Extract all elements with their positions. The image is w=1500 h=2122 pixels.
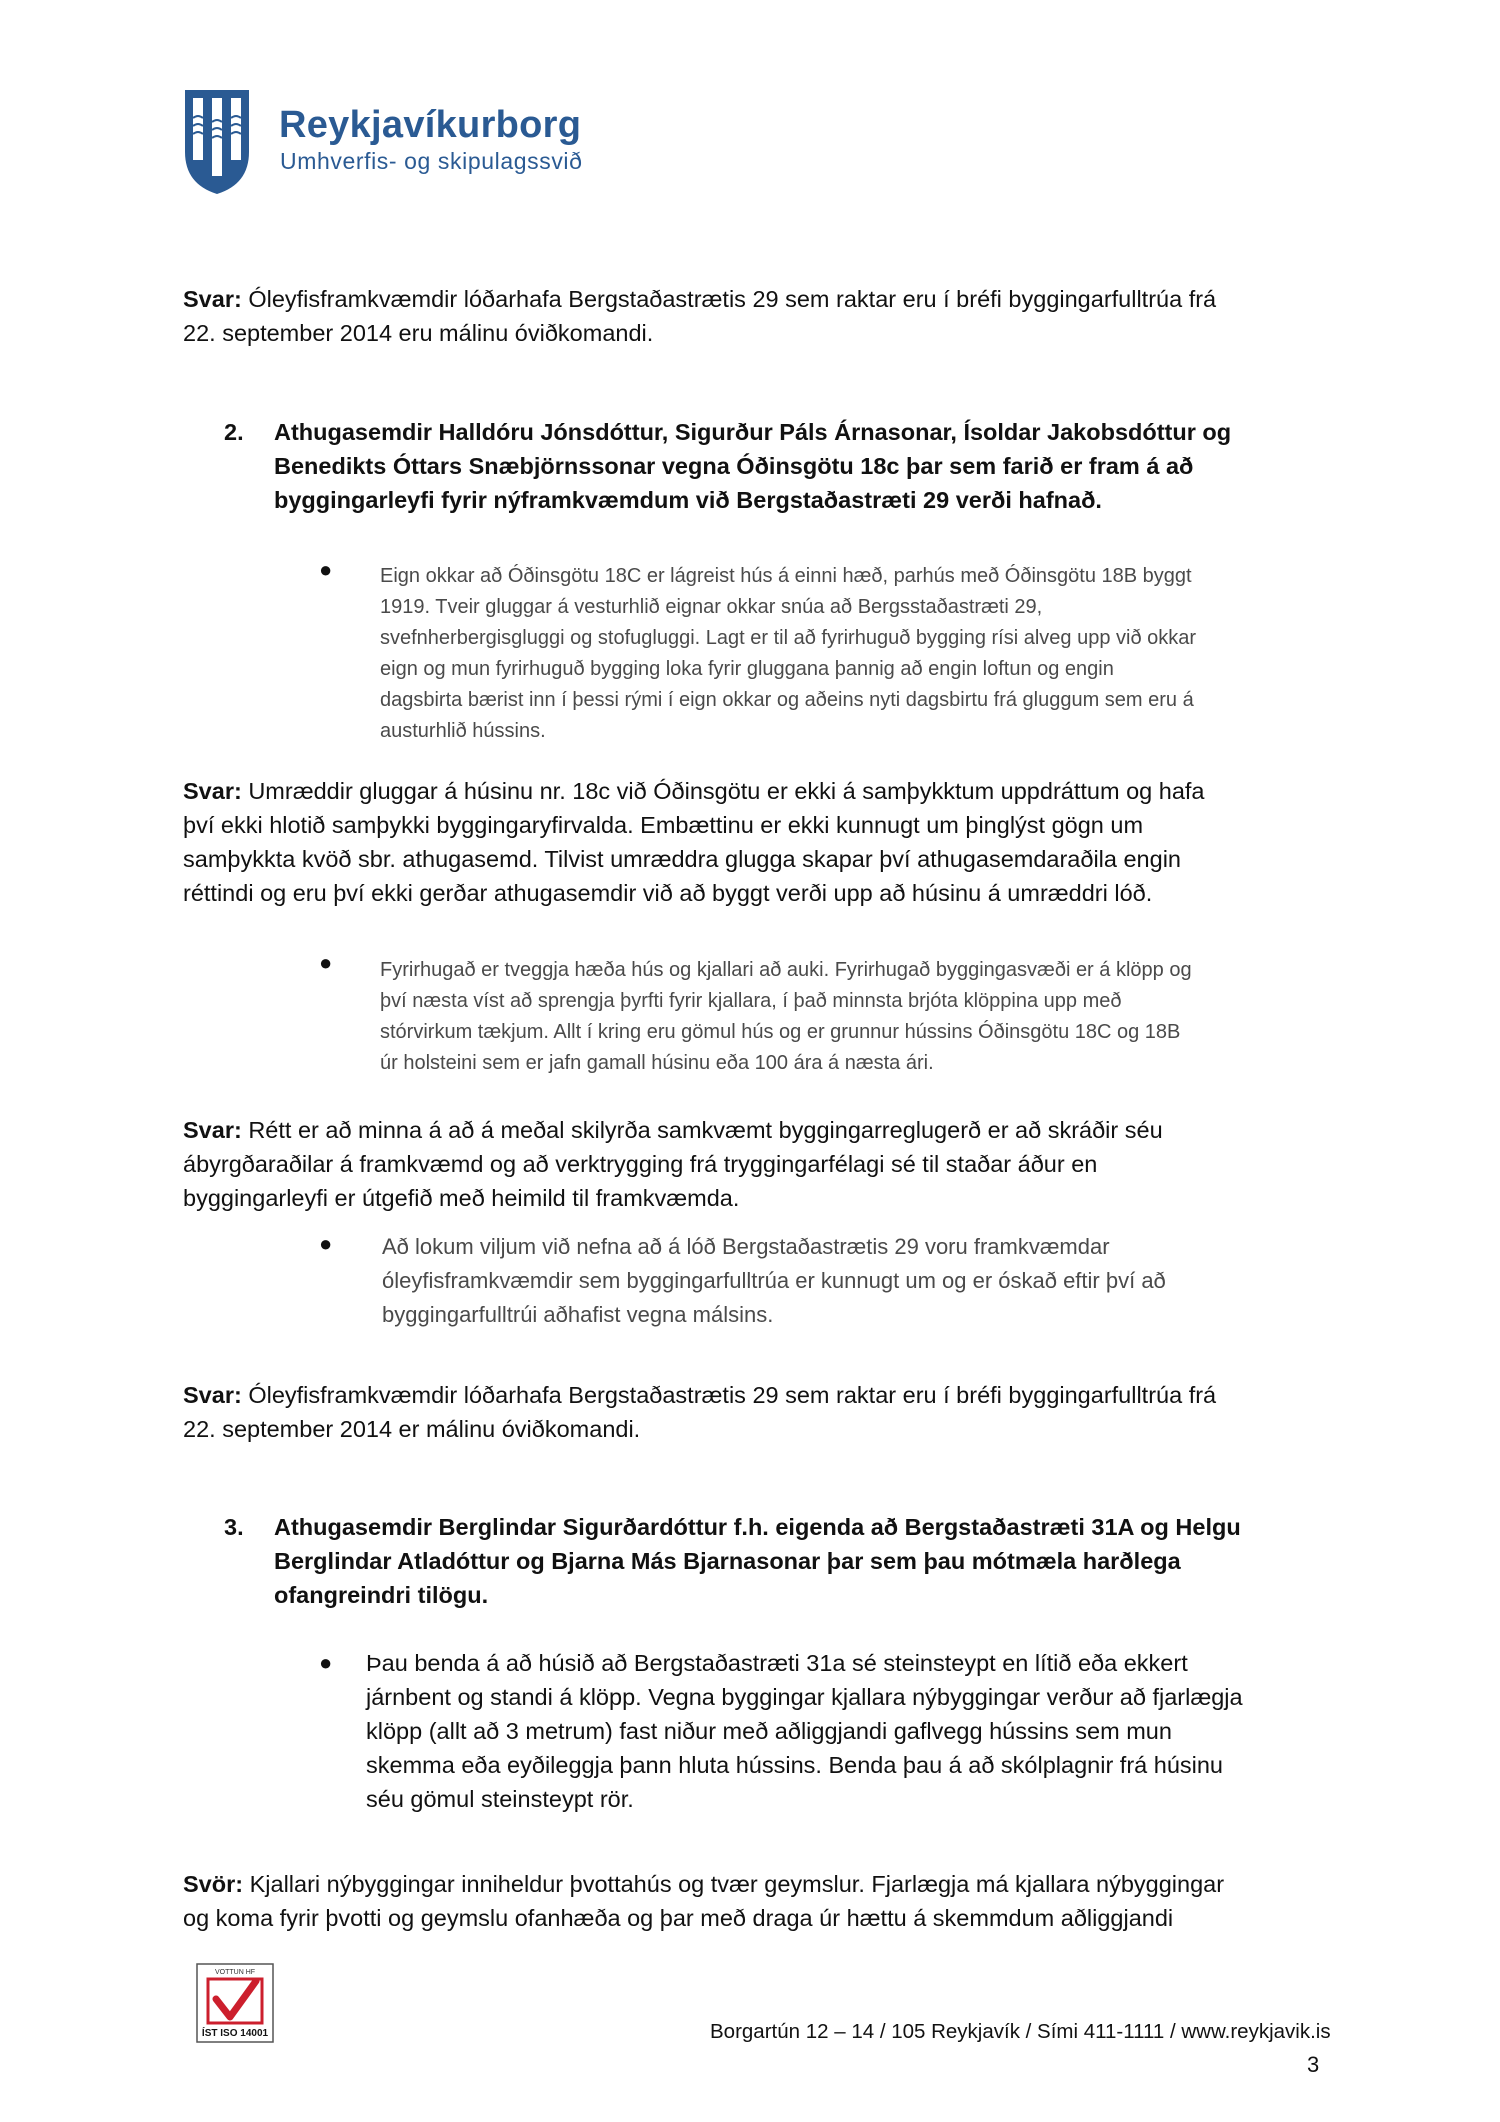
reykjavik-coat-of-arms-logo: [183, 88, 251, 196]
heading-line: Athugasemdir Berglindar Sigurðardóttur f.h. eigenda að Bergstaðastræti 31A og Helgu: [274, 1514, 1241, 1540]
answer-text: 22. september 2014 eru málinu óviðkomandi.: [183, 320, 654, 346]
quoted-comment: [382, 1230, 1382, 1332]
answer-text: byggingarleyfi er útgefið með heimild til framkvæmda.: [183, 1185, 740, 1211]
quote-line: svefnherbergisgluggi og stofugluggi. Lagt er til að fyrirhuguð bygging rísi alveg upp við okkar: [380, 627, 1197, 649]
section-heading: [224, 1510, 1354, 1612]
quote-line: stórvirkum tækjum. Allt í kring eru gömul hús og er grunnur hússins Óðinsgötu 18C og 18B: [380, 1021, 1181, 1043]
heading-line: ofangreindri tilögu.: [274, 1582, 489, 1608]
quote-line: Fyrirhugað er tveggja hæða hús og kjallari að auki. Fyrirhugað byggingasvæði er á klöpp og: [380, 959, 1192, 981]
bullet-line: séu gömul steinsteypt rör.: [366, 1786, 634, 1812]
answer-label: Svör:: [183, 1871, 244, 1897]
quote-line: eign og mun fyrirhuguð bygging loka fyrir gluggana þannig að engin loftun og engin: [380, 658, 1114, 680]
answer-label: Svar:: [183, 1382, 242, 1408]
iso-certification-icon: [196, 1963, 274, 2043]
quote-line: Eign okkar að Óðinsgötu 18C er lágreist hús á einni hæð, parhús með Óðinsgötu 18B byggt: [380, 565, 1192, 587]
bullet-icon: ●: [319, 950, 333, 975]
heading-line: Berglindar Atladóttur og Bjarna Más Bjarnasonar þar sem þau mótmæla harðlega: [274, 1548, 1181, 1574]
quote-line: austurhlið hússins.: [380, 720, 546, 742]
answer-text: samþykkta kvöð sbr. athugasemd. Tilvist umræddra glugga skapar því athugasemdaraðila engin: [183, 846, 1181, 872]
heading-line: byggingarleyfi fyrir nýframkvæmdum við Bergstaðastræti 29 verði hafnað.: [274, 487, 1102, 513]
answer-paragraph: [183, 1867, 1353, 1935]
quoted-comment: [380, 955, 1380, 1079]
section-number: 3.: [224, 1514, 244, 1540]
quote-line: Að lokum viljum við nefna að á lóð Bergstaðastrætis 29 voru framkvæmdar: [382, 1234, 1110, 1259]
heading-line: Benedikts Óttars Snæbjörnssonar vegna Óðinsgötu 18c þar sem farið er fram á að: [274, 453, 1194, 479]
page-number: 3: [1307, 2052, 1320, 2077]
quote-line: því næsta víst að sprengja þyrfti fyrir kjallara, í það minnsta brjóta klöppina upp með: [380, 990, 1122, 1012]
quote-line: byggingarfulltrúi aðhafist vegna málsins.: [382, 1302, 774, 1327]
answer-text: Rétt er að minna á að á meðal skilyrða samkvæmt byggingarreglugerð er að skráðir séu: [241, 1117, 1163, 1143]
answer-text: réttindi og eru því ekki gerðar athugasemdir við að byggt verði upp að húsinu á umræddri lóð.: [183, 880, 1153, 906]
section-number: 2.: [224, 419, 244, 445]
answer-text: Óleyfisframkvæmdir lóðarhafa Bergstaðastrætis 29 sem raktar eru í bréfi byggingarfulltrúa frá: [241, 286, 1217, 312]
quote-line: óleyfisframkvæmdir sem byggingarfulltrúa er kunnugt um og er óskað eftir því að: [382, 1268, 1166, 1293]
answer-label: Svar:: [183, 778, 242, 804]
answer-text: Kjallari nýbyggingar inniheldur þvottahús og tvær geymslur. Fjarlægja má kjallara nýbyggingar: [243, 1871, 1225, 1897]
answer-paragraph: [183, 774, 1353, 910]
answer-text: ábyrgðaraðilar á framkvæmd og að verktrygging frá tryggingarfélagi sé til staðar áður en: [183, 1151, 1098, 1177]
answer-paragraph: [183, 1113, 1353, 1215]
answer-label: Svar:: [183, 1117, 242, 1143]
quoted-comment: [380, 561, 1380, 747]
footer-address: Borgartún 12 – 14 / 105 Reykjavík / Sími 411-1111 / www.reykjavik.is: [710, 2020, 1331, 2043]
department-name: Umhverfis- og skipulagssvið: [280, 148, 583, 174]
section-heading: [224, 415, 1354, 517]
cert-bottom-text: ÍST ISO 14001: [201, 2028, 269, 2039]
cert-top-text: VOTTUN HF: [214, 1969, 256, 1976]
bullet-icon: ●: [319, 557, 333, 582]
bullet-line: Þau benda á að húsið að Bergstaðastræti 31a sé steinsteypt en lítið eða ekkert: [366, 1650, 1188, 1676]
bullet-text: [366, 1646, 1366, 1816]
answer-text: Umræddir gluggar á húsinu nr. 18c við Óðinsgötu er ekki á samþykktum uppdráttum og hafa: [241, 778, 1205, 804]
bullet-icon: ●: [319, 1231, 333, 1256]
answer-paragraph: [183, 1378, 1353, 1446]
answer-label: Svar:: [183, 286, 242, 312]
bullet-line: klöpp (allt að 3 metrum) fast niður með aðliggjandi gaflvegg hússins sem mun: [366, 1718, 1172, 1744]
answer-text: og koma fyrir þvotti og geymslu ofanhæða og þar með draga úr hættu á skemmdum aðliggjandi: [183, 1905, 1174, 1931]
bullet-line: járnbent og standi á klöpp. Vegna byggingar kjallara nýbyggingar verður að fjarlægja: [366, 1684, 1243, 1710]
organization-name: Reykjavíkurborg: [279, 104, 582, 146]
answer-text: 22. september 2014 er málinu óviðkomandi.: [183, 1416, 641, 1442]
heading-line: Athugasemdir Halldóru Jónsdóttur, Sigurður Páls Árnasonar, Ísoldar Jakobsdóttur og: [274, 419, 1232, 445]
bullet-line: skemma eða eyðileggja þann hluta hússins. Benda þau á að skólplagnir frá húsinu: [366, 1752, 1224, 1778]
bullet-icon: ●: [319, 1650, 333, 1675]
answer-paragraph: [183, 282, 1353, 350]
quote-line: 1919. Tveir gluggar á vesturhlið eignar okkar snúa að Bergsstaðastræti 29,: [380, 596, 1043, 618]
quote-line: úr holsteini sem er jafn gamall húsinu eða 100 ára á næsta ári.: [380, 1052, 934, 1074]
answer-text: Óleyfisframkvæmdir lóðarhafa Bergstaðastrætis 29 sem raktar eru í bréfi byggingarfulltrúa frá: [241, 1382, 1217, 1408]
answer-text: því ekki hlotið samþykki byggingaryfirvalda. Embættinu er ekki kunnugt um þinglýst gögn um: [183, 812, 1144, 838]
quote-line: dagsbirta bærist inn í þessi rými í eign okkar og aðeins nyti dagsbirtu frá gluggum sem eru á: [380, 689, 1194, 711]
